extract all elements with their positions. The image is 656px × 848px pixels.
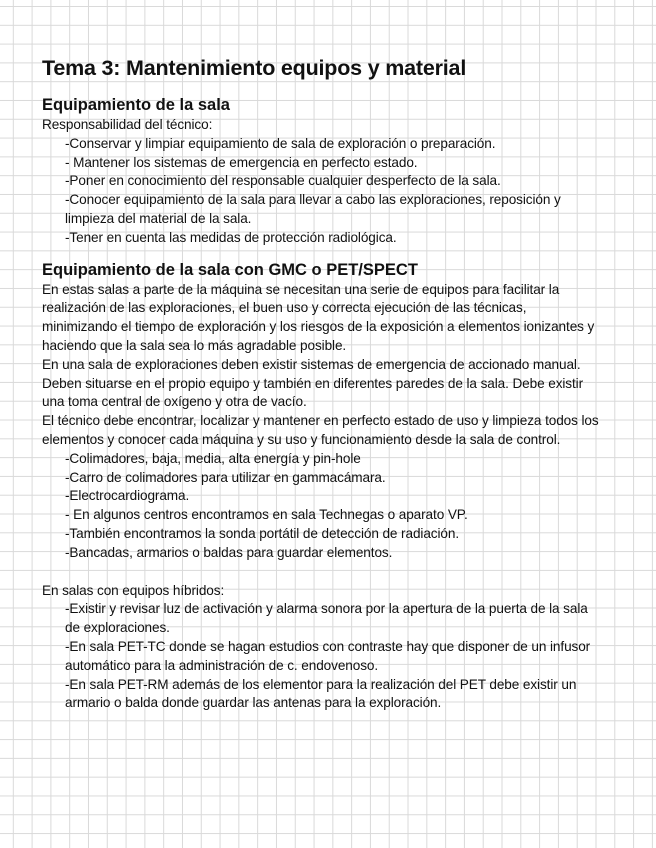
- page-title: Tema 3: Mantenimiento equipos y material: [42, 56, 467, 80]
- list-item: -Colimadores, baja, media, alta energía y pin-hole: [65, 450, 361, 466]
- list-item: -En sala PET-RM además de los elementor para la realización del PET debe existir un armario o balda donde guardar las antenas para la exploración.: [65, 676, 577, 711]
- list-item: - Mantener los sistemas de emergencia en perfecto estado.: [65, 154, 418, 170]
- list-item: -Conservar y limpiar equipamiento de sala de exploración o preparación.: [65, 135, 496, 151]
- paragraph: En estas salas a parte de la máquina se necesitan una serie de equipos para facilitar la realización de las exploraciones, el buen uso y correcta ejecución de las técnicas, minimizando el tiempo de exploración y los riesgos de la exposición a elementos ionizantes y haciendo que la sala sea lo más agradable posible.: [42, 281, 595, 353]
- list-item: -Tener en cuenta las medidas de protección radiológica.: [65, 229, 397, 245]
- list-item: -Electrocardiograma.: [65, 488, 190, 504]
- list-item: -Poner en conocimiento del responsable cualquier desperfecto de la sala.: [65, 173, 501, 189]
- list-item: -En sala PET-TC donde se hagan estudios con contraste hay que disponer de un infusor automático para la administración de c. endovenoso.: [65, 638, 591, 673]
- list-item: -Existir y revisar luz de activación y alarma sonora por la apertura de la puerta de la sala de exploraciones.: [65, 601, 588, 636]
- paragraph: El técnico debe encontrar, localizar y mantener en perfecto estado de uso y limpieza todos los elementos y conocer cada máquina y su uso y funcionamiento desde la sala de control.: [42, 413, 599, 447]
- list-item: -Carro de colimadores para utilizar en gammacámara.: [65, 469, 386, 485]
- list-item: -Conocer equipamiento de la sala para llevar a cabo las exploraciones, reposición y limpieza del material de la sala.: [65, 192, 561, 226]
- section1-intro: Responsabilidad del técnico:: [42, 117, 213, 132]
- section3-intro: En salas con equipos híbridos:: [42, 582, 225, 598]
- list-item: -También encontramos la sonda portátil de detección de radiación.: [65, 525, 459, 541]
- section-heading-equipamiento-sala: Equipamiento de la sala: [42, 96, 230, 114]
- document-page: [42, 56, 602, 713]
- paragraph: En una sala de exploraciones deben existir sistemas de emergencia de accionado manual. Deben situarse en el propio equipo y también en diferentes paredes de la sala. Debe existir una toma central de oxígeno y otra de vacío.: [42, 356, 584, 410]
- list-item: -Bancadas, armarios o baldas para guardar elementos.: [65, 544, 393, 560]
- list-item: - En algunos centros encontramos en sala Technegas o aparato VP.: [65, 507, 468, 523]
- section-heading-gmc-pet-spect: Equipamiento de la sala con GMC o PET/SPECT: [42, 260, 418, 279]
